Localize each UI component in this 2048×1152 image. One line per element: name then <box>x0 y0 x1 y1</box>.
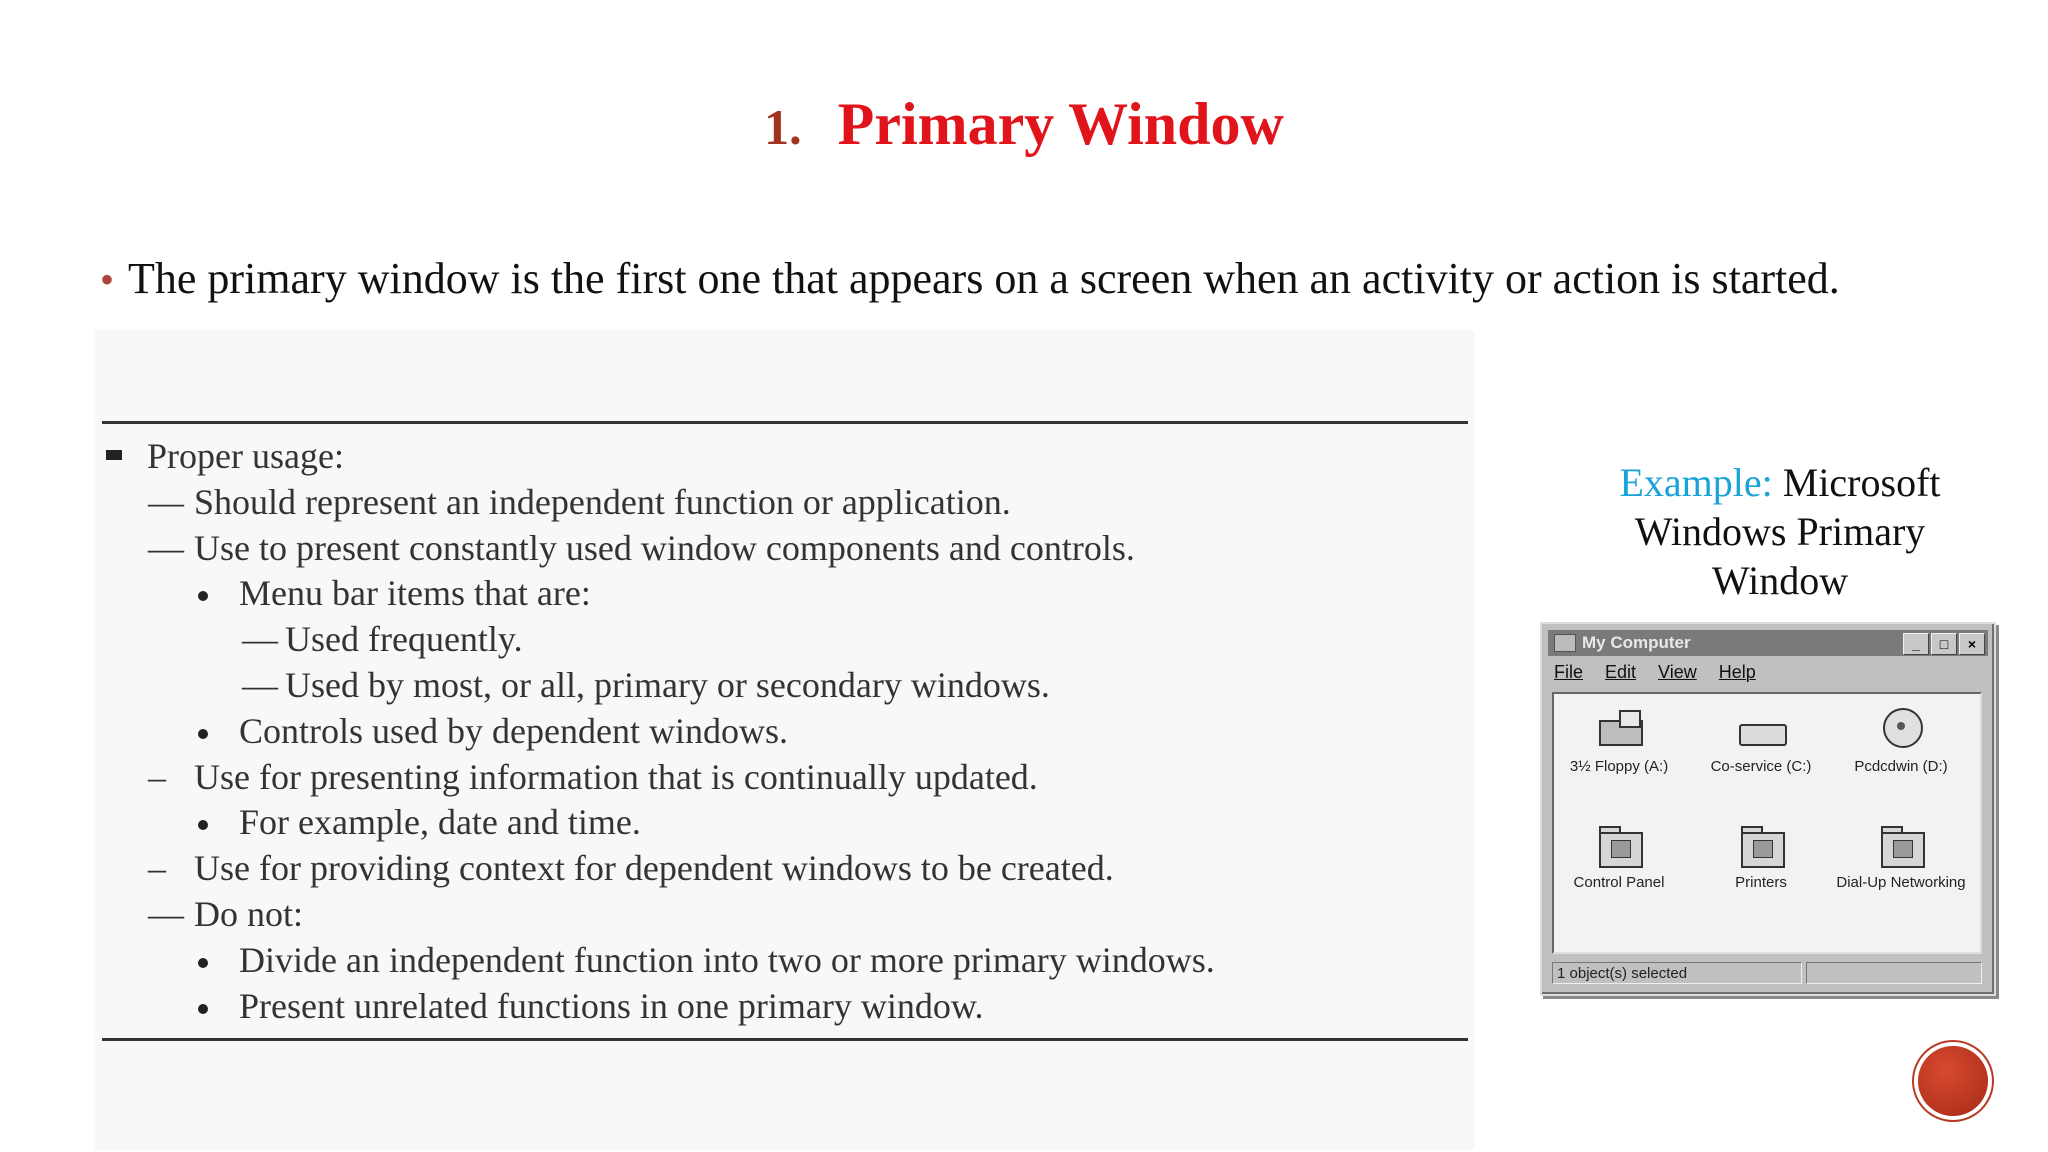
control-panel-folder-icon <box>1595 822 1643 864</box>
minimize-button[interactable]: _ <box>1903 633 1929 655</box>
item-label: Dial-Up Networking <box>1836 874 1966 891</box>
window-statusbar <box>1552 962 1982 986</box>
guideline-text: Use for presenting information that is continually updated. <box>194 756 1038 797</box>
caption-line3: Window <box>1711 558 1849 603</box>
status-text: 1 object(s) selected <box>1552 962 1802 984</box>
close-button[interactable]: × <box>1959 633 1985 655</box>
dot-bullet-icon <box>198 1004 208 1014</box>
guideline-text: Present unrelated functions in one primary window. <box>239 985 984 1026</box>
top-rule <box>102 421 1468 424</box>
square-bullet-icon <box>106 450 122 460</box>
window-titlebar <box>1548 630 1988 656</box>
slide-title <box>0 88 2048 163</box>
guideline-text: Menu bar items that are: <box>239 573 591 614</box>
item-label: Control Panel <box>1573 874 1665 891</box>
main-bullet-text: The primary window is the first one that appears on a screen when an activity or action is started. <box>128 254 1840 303</box>
dot-bullet-icon <box>198 729 208 739</box>
dot-bullet-icon <box>198 958 208 968</box>
menu-help[interactable]: Help <box>1718 662 1756 682</box>
drive-item-c[interactable] <box>1696 706 1826 776</box>
computer-icon <box>1554 634 1576 652</box>
drive-item-floppy[interactable] <box>1554 706 1684 776</box>
slide-title-number: 1. <box>764 99 802 155</box>
nav-circle-button[interactable] <box>1918 1046 1988 1116</box>
menu-edit[interactable]: Edit <box>1605 662 1637 682</box>
bottom-rule <box>102 1038 1468 1041</box>
guideline-text: Used frequently. <box>285 619 523 660</box>
guideline-text: Divide an independent function into two or more primary windows. <box>239 939 1215 980</box>
slide-title-text: Primary Window <box>837 91 1284 157</box>
caption-label: Example: <box>1619 460 1773 505</box>
guideline-text: For example, date and time. <box>239 802 641 843</box>
guideline-text: Proper usage: <box>147 436 344 476</box>
guideline-text: Do not: <box>194 893 304 934</box>
guideline-text: Use for providing context for dependent windows to be created. <box>194 848 1114 889</box>
dash-marker: – <box>148 848 166 889</box>
item-label: Pcdcdwin (D:) <box>1854 758 1948 775</box>
example-caption <box>1590 458 1970 605</box>
menu-file[interactable]: File <box>1554 662 1584 682</box>
dash-marker: — <box>242 664 278 705</box>
dash-marker: — <box>148 527 184 568</box>
dash-marker: — <box>148 893 184 934</box>
maximize-button[interactable]: □ <box>1931 633 1957 655</box>
guideline-text: Used by most, or all, primary or secondary windows. <box>285 664 1050 705</box>
item-label: Printers <box>1735 874 1787 891</box>
folder-item-printers[interactable] <box>1696 822 1826 892</box>
caption-line2: Windows Primary <box>1634 509 1926 554</box>
bullet-dot-icon: • <box>100 257 115 302</box>
item-label: Co-service (C:) <box>1710 758 1812 775</box>
window-menubar <box>1554 662 1756 683</box>
status-panel <box>1806 962 1982 984</box>
printers-folder-icon <box>1737 822 1785 864</box>
dialup-folder-icon <box>1877 822 1925 864</box>
menu-view[interactable]: View <box>1658 662 1697 682</box>
dash-marker: — <box>148 481 184 522</box>
hard-drive-icon <box>1737 706 1785 748</box>
window-content <box>1552 692 1982 954</box>
example-window-screenshot <box>1540 622 1996 996</box>
floppy-drive-icon <box>1595 706 1643 748</box>
caption-line1: Microsoft <box>1782 460 1941 505</box>
drive-item-d[interactable] <box>1836 706 1966 776</box>
dash-marker: — <box>242 619 278 660</box>
guideline-text: Should represent an independent function or application. <box>194 481 1011 522</box>
item-label: 3½ Floppy (A:) <box>1569 758 1669 775</box>
cd-drive-icon <box>1877 706 1925 748</box>
folder-item-dialup[interactable] <box>1836 822 1966 892</box>
dash-marker: – <box>148 756 166 797</box>
guideline-text: Use to present constantly used window components and controls. <box>194 527 1135 568</box>
folder-item-control-panel[interactable] <box>1554 822 1684 892</box>
main-bullet <box>100 250 1840 309</box>
guideline-text: Controls used by dependent windows. <box>239 710 788 751</box>
window-title: My Computer <box>1582 633 1691 652</box>
